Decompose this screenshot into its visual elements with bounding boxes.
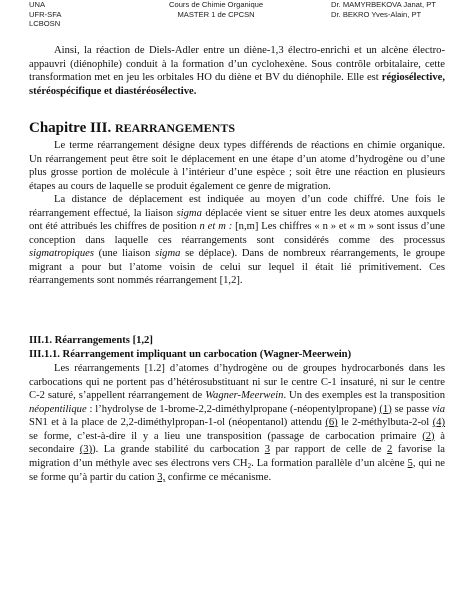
header-line: Cours de Chimie Organique — [169, 0, 264, 9]
compound-ref: (6) — [325, 417, 338, 428]
chapter-title: REARRANGEMENTS — [115, 121, 236, 135]
header-line: Dr. BEKRO Yves-Alain, PT — [331, 9, 422, 19]
header-authors — [331, 0, 436, 19]
compound-ref: (3) — [79, 444, 93, 455]
chapter-heading — [29, 119, 445, 137]
paragraph-wagner-meerwein: Les réarrangements [1.2] d’atomes d’hydrogène ou de groupes hydrocarbonés dans les carbocations qui ne portent pas d’hétérosubstituant ni sur le centre C-1 insaturé, ni sur le centre C-2 saturé, s’appellent réarrangement de Wagner-Meerwein. Un des exemples est la transposition néopentilique : l’hydrolyse de 1-brome-2,2-diméthylpropane (-néopentylpropane) (1) se passe via SN1 et à la place de 2,2-diméthylpropan-1-ol (néopentanol) attendu (6) le 2-méthylbuta-2-ol (4) se forme, c’est-à-dire il y a lieu une transposition (passage de carbocation primaire (2) à secondaire (3)). La grande stabilité du carbocation 3 par rapport de celle de 2 favorise la migration d’un méthyle avec ses électrons vers $CH_2$. La formation parallèle d’un alcène 5, qui ne se forme qu’à partir du cation 3, confirme ce mécanisme. — [29, 363, 446, 483]
header-line: UFR-SFA — [29, 9, 62, 19]
compound-ref: (2) — [422, 430, 435, 442]
text-run: Ainsi, la réaction de Diels-Adler entre un diène-1,3 électro-enrichi et un alcène électro-appauvri (diénophile) conduit à la formation d’un cyclohexène. Sous contrôle orbitalaire, cette transformation met en jeu les orbitales HO du diène et BV du diénophile. Elle est — [29, 45, 445, 83]
compound-ref: (4) — [432, 417, 446, 428]
header-line: LCBOSN — [29, 19, 61, 29]
compound-ref: 5, — [407, 457, 416, 469]
chapter-number: Chapitre III. — [29, 120, 112, 136]
header-course — [169, 0, 263, 19]
header-line: Dr. MAMYRBEKOVA Janat, PT — [331, 0, 436, 9]
compound-ref: 3, — [157, 472, 166, 483]
paragraph-distance: La distance de déplacement est indiquée au moyen d’un code chiffré. Une fois le réarrangement effectué, la liaison sigma déplacée vient se situer entre les deux atomes auxquels ont été attribués les chiffres de position n et m : [n,m] Les chiffres « n » et « m » sont issus d’une conception dans laquelle ces réarrangements sont considérés comme des processus sigmatropiques (une liaison sigma se déplace). Dans de nombreux réarrangements, le groupe migrant a pour but l’atome voisin de celui sur lequel il était lié primitivement. Ces réarrangements sont nommés réarrangement [1,2]. — [29, 194, 446, 286]
subsection-heading: III.1.1. Réarrangement impliquant un carbocation (Wagner-Meerwein) — [29, 349, 352, 360]
compound-ref: 2 — [386, 444, 393, 455]
section-body — [29, 362, 445, 485]
header-line: UNA — [29, 0, 46, 9]
bold-run: régiosélective, stéréospécifique et diastéréosélective. — [29, 72, 445, 97]
header-line: MASTER 1 de CPCSN — [177, 9, 255, 19]
header-institution — [29, 0, 62, 29]
compound-ref: 3 — [264, 444, 271, 455]
chapter-body — [29, 139, 445, 288]
section-heading: III.1. Réarrangements [1,2] — [29, 335, 153, 346]
intro-paragraph — [29, 44, 445, 98]
paragraph-definition: Le terme réarrangement désigne deux types différends de réactions en chimie organique. Un réarrangement peut être soit le déplacement en une étape d’un atome d’hydrogène ou d’une plus grosse portion de molécule à l’intérieur d’une espèce ; soit être une réaction en plusieurs étapes au cours de laquelle se produit également ce genre de migration. — [29, 140, 445, 192]
compound-ref: (1) — [379, 403, 392, 415]
